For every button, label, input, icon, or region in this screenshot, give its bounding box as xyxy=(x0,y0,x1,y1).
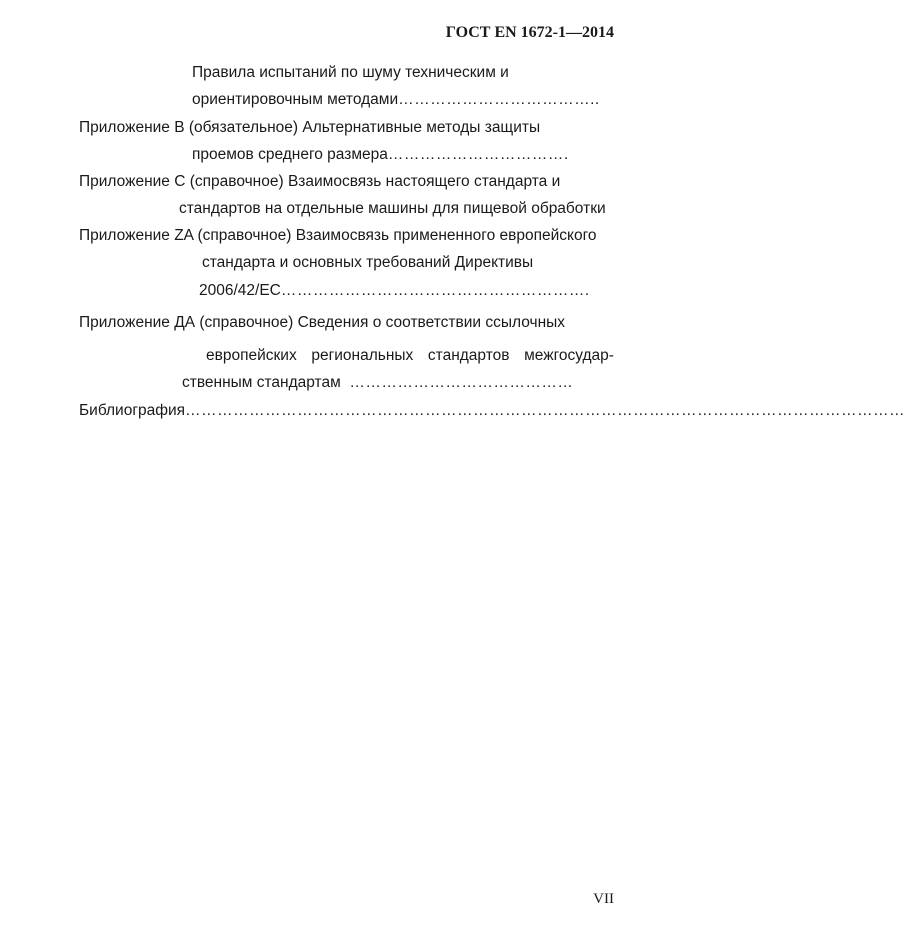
page-number: VII xyxy=(593,891,614,907)
document-code-header: ГОСТ EN 1672-1—2014 xyxy=(445,24,614,41)
toc-entry-4-title: 2006/42/ЕС xyxy=(199,282,281,299)
leader-dots: ……………………………….. xyxy=(398,91,600,108)
toc-entry-1-line-2[interactable] xyxy=(192,91,600,109)
toc-entry-2-line-1: Приложение B (обязательное) Альтернативные методы защиты xyxy=(79,119,541,136)
toc-entry-6-title: Библиография xyxy=(79,402,186,419)
leader-dots: …………………………………… xyxy=(349,374,574,391)
toc-entry-5-title: ственным стандартам xyxy=(182,374,341,391)
toc-entry-1-line-1: Правила испытаний по шуму техническим и xyxy=(192,64,509,81)
toc-entry-5-line-1: Приложение ДА (справочное) Сведения о соответствии ссылочных xyxy=(79,314,566,331)
toc-entry-2-title: проемов среднего размера xyxy=(192,146,388,163)
toc-entry-2-line-2[interactable] xyxy=(192,146,569,164)
toc-word: европейских xyxy=(206,347,297,364)
toc-entry-5-line-2 xyxy=(206,347,614,365)
toc-word: межгосудар- xyxy=(524,347,614,364)
toc-entry-3-line-1: Приложение C (справочное) Взаимосвязь настоящего стандарта и xyxy=(79,173,561,190)
toc-word: региональных xyxy=(311,347,414,364)
toc-entry-4-line-1: Приложение ZA (справочное) Взаимосвязь примененного европейского xyxy=(79,227,597,244)
toc-entry-4-line-2: стандарта и основных требований Директивы xyxy=(202,254,534,271)
leader-dots: ……………………………………………………………………………………………………………………… xyxy=(185,402,905,419)
toc-entry-5-line-3[interactable] xyxy=(182,374,573,392)
toc-entry-3-line-2[interactable]: стандартов на отдельные машины для пищевой обработки xyxy=(179,200,606,217)
toc-entry-4-line-3[interactable] xyxy=(199,282,590,300)
leader-dots: …………………………………………………. xyxy=(280,282,590,299)
leader-dots: ……………………………. xyxy=(387,146,569,163)
toc-word: стандартов xyxy=(427,347,510,364)
toc-entry-6-line-1[interactable] xyxy=(79,402,905,420)
toc-entry-1-title: ориентировочным методами xyxy=(192,91,399,108)
